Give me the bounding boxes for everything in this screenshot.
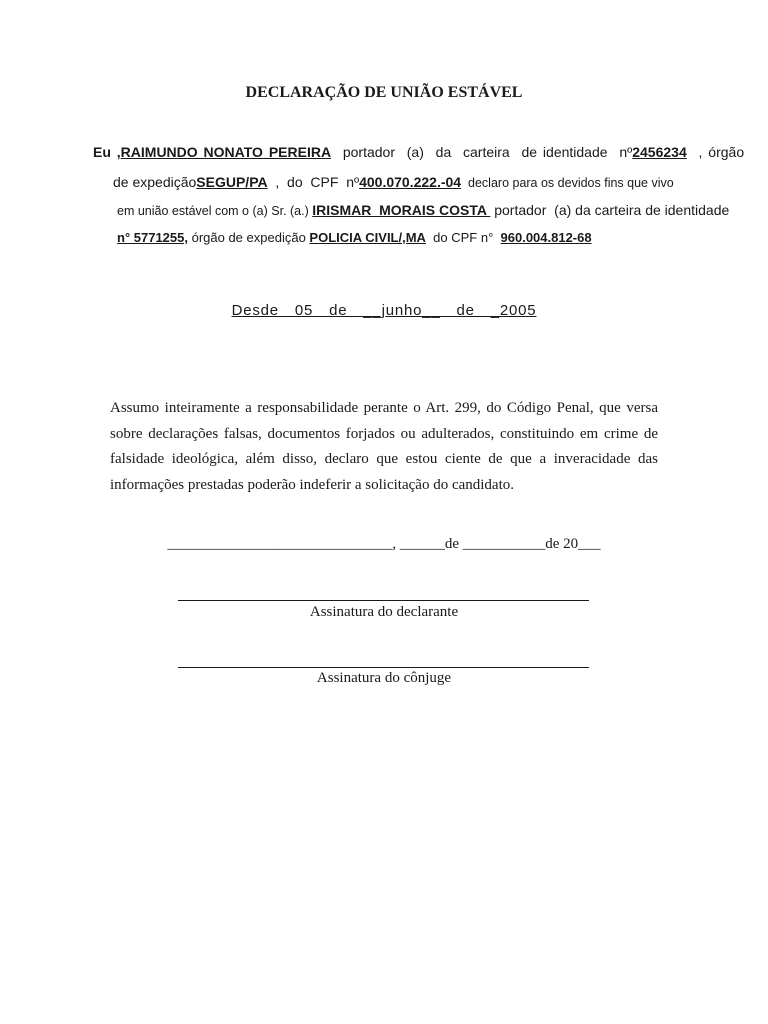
line2-text-a: de expedição <box>113 174 197 190</box>
place-date-line: ______________________________, ______de ___________de 20___ <box>167 536 601 552</box>
declarant-name: RAIMUNDO NONATO PEREIRA <box>120 144 332 160</box>
partner-name: IRISMAR MORAIS COSTA <box>312 202 491 218</box>
line1-text-a: portador (a) da carteira de identidade nº <box>331 144 633 160</box>
declarant-rg: 2456234 <box>632 144 687 160</box>
declarant-prefix: Eu , <box>93 144 121 160</box>
declarant-line-1 <box>93 144 744 160</box>
line3-text-b: portador (a) da carteira de identidade <box>490 202 730 218</box>
partner-cpf: 960.004.812-68 <box>500 230 592 245</box>
responsibility-paragraph: Assumo inteiramente a responsabilidade perante o Art. 299, do Código Penal, que versa sobre declarações falsas, documentos forjados ou adulterados, constituindo em crime de falsidade ideológica, além disso, declaro que estou ciente de que a inveracidade das informações prestadas poderão indeferir a solicitação do candidato. <box>110 400 658 493</box>
declarant-cpf: 400.070.222.-04 <box>359 174 462 190</box>
spouse-signature-line <box>178 667 589 668</box>
line3-text-a: em união estável com o (a) Sr. (a.) <box>117 204 313 218</box>
partner-line-3 <box>117 202 729 218</box>
line1-text-b: , órgão <box>686 144 745 160</box>
document-title: DECLARAÇÃO DE UNIÃO ESTÁVEL <box>245 84 523 101</box>
partner-issuer: POLICIA CIVIL/,MA <box>309 230 426 245</box>
declarant-issuer: SEGUP/PA <box>196 174 268 190</box>
line4-text-b: do CPF n° <box>425 230 501 245</box>
spouse-signature-label: Assinatura do cônjuge <box>316 670 452 686</box>
line4-text-a: órgão de expedição <box>187 230 310 245</box>
declarant-line-2 <box>113 174 674 190</box>
declarant-signature-line <box>178 600 589 601</box>
partner-rg: n° 5771255, <box>117 230 188 245</box>
line2-text-c: declaro para os devidos fins que vivo <box>461 176 674 190</box>
since-date-line: Desde 05 de __junho__ de _2005 <box>231 302 537 319</box>
line2-text-b: , do CPF nº <box>267 174 360 190</box>
partner-line-4 <box>117 230 592 245</box>
declarant-signature-label: Assinatura do declarante <box>309 604 459 620</box>
